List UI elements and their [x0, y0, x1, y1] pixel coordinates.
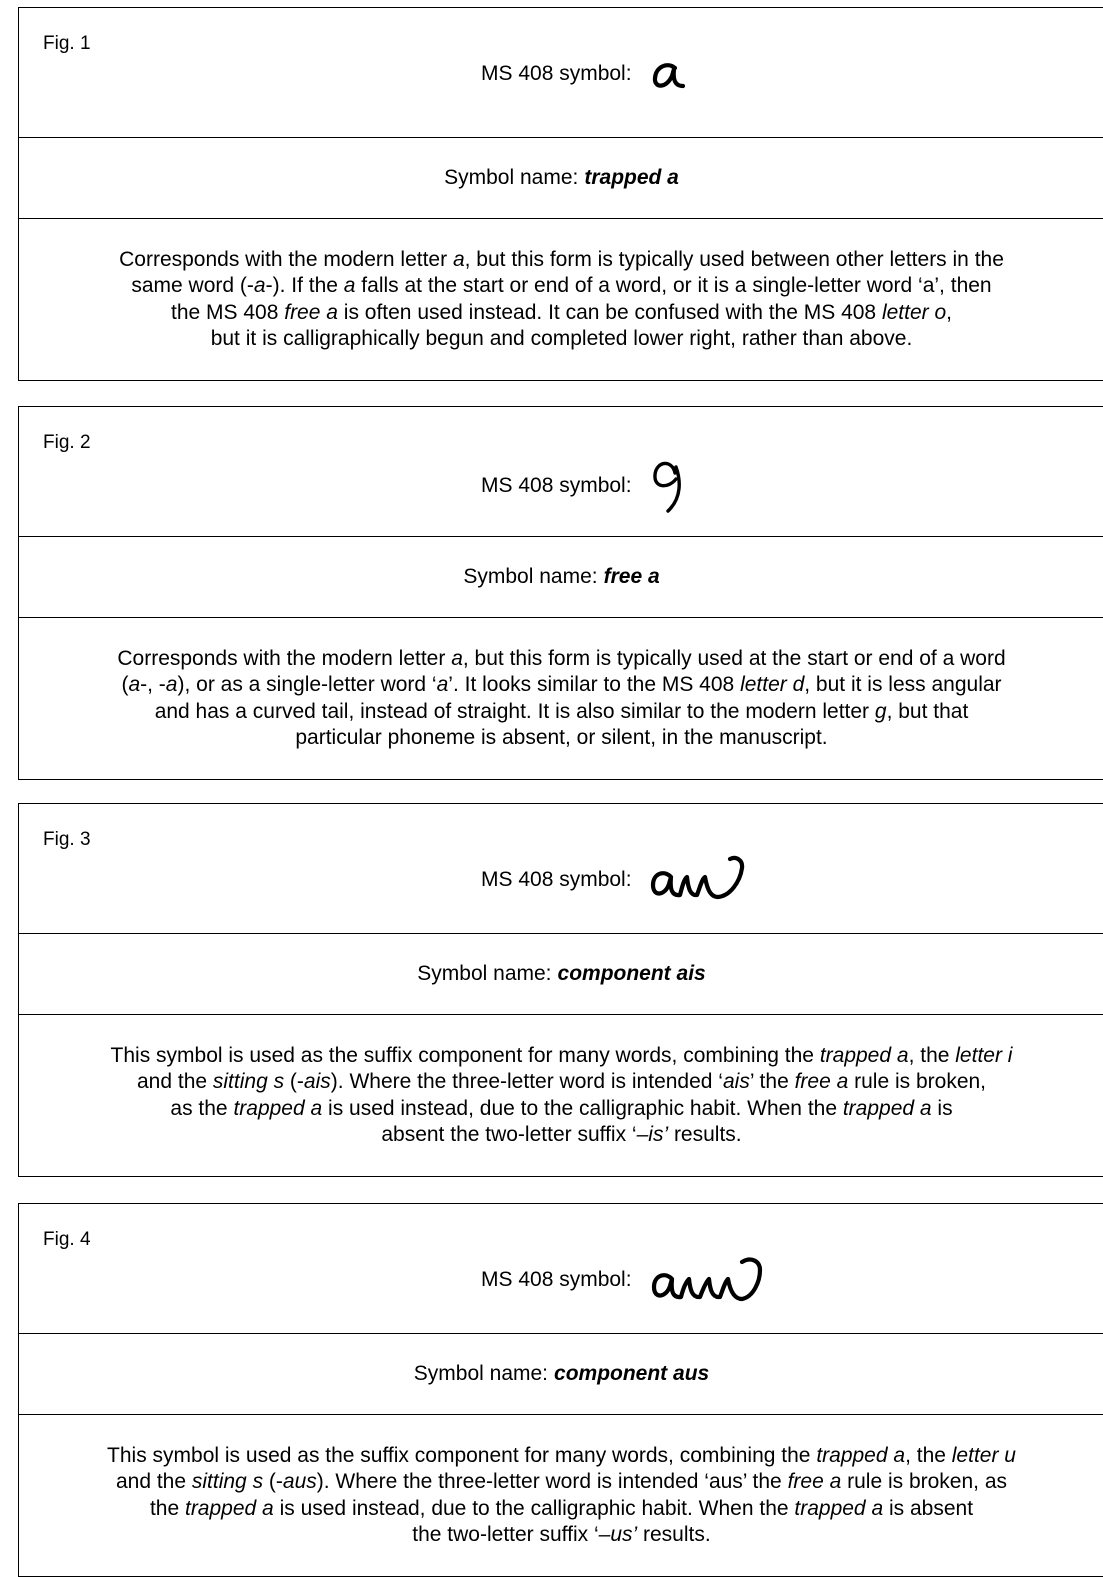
text-run: the MS 408 [171, 300, 285, 324]
italic-term: trapped a [233, 1096, 323, 1120]
text-run: , but that [886, 699, 969, 723]
text-run: results. [668, 1123, 742, 1146]
text-run: ). Where the three-letter word is intended ‘ [330, 1070, 723, 1093]
description-text [32, 247, 1092, 353]
italic-term: ais [303, 1070, 331, 1093]
figure-label: Fig. 3 [43, 829, 91, 850]
italic-term: letter u [951, 1443, 1016, 1467]
italic-term: free a [284, 300, 338, 324]
symbol-label: MS 408 symbol: [481, 62, 632, 85]
text-run: ’ the [749, 1070, 795, 1093]
text-run: -, - [140, 673, 166, 696]
symbol-name-label: Symbol name: [413, 1362, 549, 1385]
symbol-name-value: trapped a [584, 166, 679, 189]
description-line [32, 1096, 1092, 1123]
italic-term: a [452, 247, 465, 271]
description-line [32, 1469, 1092, 1496]
description-line [32, 699, 1092, 726]
text-run: and the [136, 1070, 213, 1093]
figure-table [18, 803, 1103, 1177]
italic-term: a [451, 646, 463, 670]
text-run: ). Where the three-letter word is intended ‘aus’ the [316, 1470, 788, 1493]
symbol-line [481, 852, 750, 908]
symbol-line [481, 56, 686, 92]
description-row [19, 617, 1103, 779]
description-text [32, 1043, 1092, 1149]
text-run: the two-letter suffix ‘ [412, 1523, 599, 1546]
text-run: (- [284, 1070, 304, 1093]
symbol-name-value: free a [603, 565, 660, 588]
italic-term: a [128, 673, 141, 696]
text-run: as the [170, 1096, 234, 1120]
figure-table [18, 1203, 1103, 1577]
italic-term: a [436, 673, 449, 696]
text-run: rule is broken, [848, 1070, 987, 1093]
italic-term: letter o [881, 300, 947, 324]
symbol-line [481, 1252, 764, 1308]
text-run: is absent [883, 1496, 974, 1520]
symbol-label: MS 408 symbol: [481, 1268, 632, 1291]
text-run: results. [637, 1523, 711, 1546]
description-line [32, 326, 1092, 353]
italic-term: –is’ [636, 1123, 669, 1146]
italic-term: letter i [955, 1043, 1013, 1067]
text-run: the [149, 1496, 185, 1520]
text-run: This symbol is used as the suffix component for many words, combining the [110, 1043, 820, 1067]
description-line [32, 725, 1092, 752]
text-run: is used instead, due to the calligraphic habit. When the [273, 1496, 795, 1520]
symbol-name-label: Symbol name: [444, 166, 579, 189]
symbol-name-value: component ais [557, 962, 706, 985]
italic-term: –us’ [598, 1523, 638, 1546]
symbol-name-label: Symbol name: [463, 565, 598, 588]
symbol-name-row [19, 1333, 1103, 1414]
italic-term: trapped a [819, 1043, 909, 1067]
text-run: and the [115, 1470, 192, 1493]
italic-term: aus [282, 1470, 317, 1493]
symbol-name-row [19, 536, 1103, 617]
symbol-name-row [19, 137, 1103, 218]
text-run: ), or as a single-letter word ‘ [177, 673, 437, 696]
description-line [32, 1443, 1092, 1470]
italic-term: trapped a [184, 1496, 274, 1520]
component-aus-glyph [650, 1252, 764, 1308]
description-line [32, 1043, 1092, 1070]
symbol-row [19, 804, 1103, 933]
text-run: , but this form is typically used between other letters in the [464, 247, 1004, 271]
text-run: but it is calligraphically begun and completed lower right, rather than above. [210, 327, 913, 350]
text-run: and has a curved tail, instead of straight. It is also similar to the modern letter [154, 699, 875, 723]
text-run: is often used instead. It can be confused with the MS 408 [337, 300, 882, 324]
text-run: Corresponds with the modern letter [117, 646, 452, 670]
italic-term: free a [794, 1070, 849, 1093]
description-line [32, 247, 1092, 274]
text-run: particular phoneme is absent, or silent, in the manuscript. [295, 726, 828, 749]
text-run: absent the two-letter suffix ‘ [381, 1123, 637, 1146]
text-run: -). If the [265, 274, 344, 297]
free-a-glyph [650, 455, 684, 517]
italic-term: letter d [740, 673, 805, 696]
italic-term: g [874, 699, 887, 723]
text-run: Corresponds with the modern letter [119, 247, 453, 271]
italic-term: a [343, 274, 356, 297]
symbol-name-row [19, 933, 1103, 1014]
description-line [32, 273, 1092, 300]
figure-table [18, 7, 1103, 381]
text-run: (- [263, 1470, 283, 1493]
description-line [32, 1496, 1092, 1523]
text-run: , the [905, 1443, 952, 1467]
text-run: is used instead, due to the calligraphic habit. When the [322, 1096, 843, 1120]
italic-term: ais [722, 1070, 750, 1093]
figure-label: Fig. 2 [43, 432, 91, 453]
symbol-label: MS 408 symbol: [481, 868, 632, 891]
symbol-row [19, 8, 1103, 137]
symbol-name-value: component aus [554, 1362, 710, 1385]
description-line [32, 672, 1092, 699]
italic-term: trapped a [842, 1096, 932, 1120]
text-run: is [931, 1096, 953, 1120]
italic-term: free a [787, 1470, 842, 1493]
text-run: ( [121, 673, 129, 696]
symbol-name-label: Symbol name: [417, 962, 552, 985]
description-row [19, 1014, 1103, 1176]
text-run: This symbol is used as the suffix component for many words, combining the [107, 1443, 817, 1467]
figure-table [18, 406, 1103, 780]
description-line [32, 1122, 1092, 1149]
description-row [19, 1414, 1103, 1576]
text-run: , the [908, 1043, 956, 1067]
text-run: ’. It looks similar to the MS 408 [448, 673, 741, 696]
symbol-row [19, 407, 1103, 536]
symbol-line [481, 455, 684, 517]
description-line [32, 1069, 1092, 1096]
text-run: same word (- [131, 274, 254, 297]
description-text [32, 646, 1092, 752]
italic-term: trapped a [816, 1443, 906, 1467]
symbol-label: MS 408 symbol: [481, 474, 632, 497]
description-text [32, 1443, 1092, 1549]
symbol-row [19, 1204, 1103, 1333]
text-run: , [946, 300, 952, 324]
description-line [32, 300, 1092, 327]
text-run: , but it is less angular [804, 673, 1002, 696]
description-line [32, 1522, 1092, 1549]
italic-term: trapped a [794, 1496, 884, 1520]
italic-term: sitting s [212, 1070, 285, 1093]
italic-term: a [253, 274, 266, 297]
figure-label: Fig. 4 [43, 1229, 91, 1250]
text-run: falls at the start or end of a word, or it is a single-letter word ‘a’, then [355, 274, 992, 297]
text-run: rule is broken, as [841, 1470, 1008, 1493]
italic-term: sitting s [191, 1470, 264, 1493]
component-ais-glyph [650, 852, 750, 908]
trapped-a-glyph [650, 56, 686, 92]
italic-term: a [165, 673, 178, 696]
text-run: , but this form is typically used at the start or end of a word [462, 646, 1006, 670]
description-row [19, 218, 1103, 380]
description-line [32, 646, 1092, 673]
figure-label: Fig. 1 [43, 33, 91, 54]
